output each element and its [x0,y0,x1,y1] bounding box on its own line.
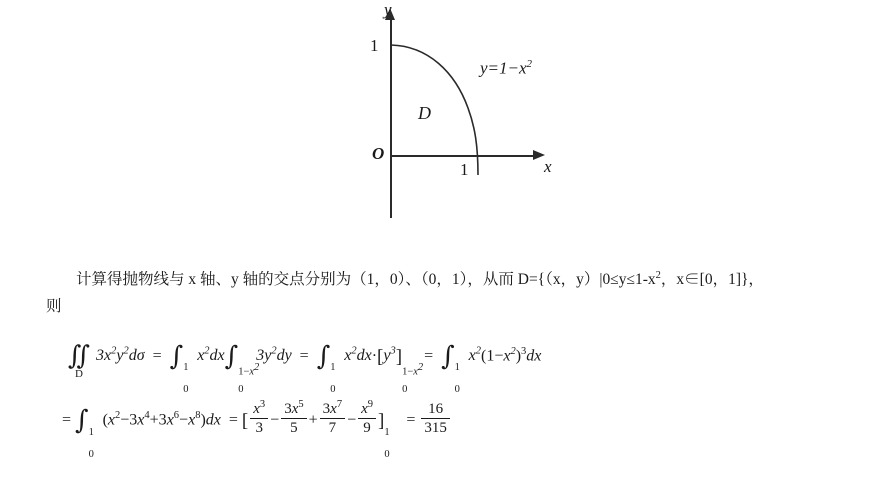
integral-glyph-5: ∫ [441,341,455,372]
paragraph-text-part2: ，x∈[0，1]}， [660,271,764,289]
region-label: D [418,103,431,123]
curve-equation-exponent: 2 [526,58,533,70]
curve-equation-text: y=1−x [480,58,527,78]
curve-equation-label [480,58,532,79]
paragraph-text-part3: 则 [46,298,62,316]
math-line-2: = ∫ 1 0 $(x^2-3x^4+3x^6-x^8)dx$ = [ $\frac{x^3}{3}$ − $\frac{3x^5}{5}$ + $\frac{3x^7}{7}$ − $\frac{x^9}{9}$ ] 1 0 = $\frac{16}{315}$ [62,382,541,443]
fraction-term-1: $\frac{x^3}{3}$ [250,396,268,437]
double-integral-symbol [62,338,96,382]
fraction-term-3: $\frac{3x^7}{7}$ [320,396,345,437]
result-numerator: 16 [428,400,444,417]
y-tick-label: 1 [370,36,379,55]
paragraph-text-part1: 计算得抛物线与 x 轴、y 轴的交点分别为（1，0）、（0，1），从而 D={（x，y）|0≤y≤1-x [76,271,656,289]
integrand-expression: $3x^2y^2d\sigma$ [96,346,145,365]
integral-glyph-6: ∫ [75,405,89,436]
origin-label: O [372,144,385,163]
parabola-curve [330,0,590,235]
fraction-term-4: $\frac{x^9}{9}$ [358,396,376,437]
figure-container [330,0,590,235]
paragraph-exponent: 2 [655,270,661,281]
result-denominator: 315 [421,418,450,437]
integral-glyph-4: ∫ [316,341,331,372]
x-tick-label: 1 [460,160,469,179]
x-axis-label: x [544,157,552,176]
result-fraction [421,401,450,437]
math-derivation [62,330,542,460]
integral-glyph: ∬ [67,341,91,372]
integral-glyph-3: ∫ [224,341,239,372]
integral-glyph-2: ∫ [169,341,184,372]
fraction-term-2: $\frac{3x^5}{5}$ [281,396,306,437]
y-axis-label: y [384,0,392,19]
explanation-paragraph [46,262,846,320]
math-line-1: ∬ D $3x^2y^2d\sigma$ = ∫ 1 0 $x^2dx\int$ 1−x2 0 $3y^2dy$ = ∫ 1 0 $x^2dx\cdot[y^3]$ 1−x2 0 = ∫ 1 0 $x^2(1-x^2)^3dx$ [62,330,541,382]
x-axis-line [390,155,538,157]
integral-domain-label: D [75,368,83,381]
y-axis-line [390,18,392,218]
